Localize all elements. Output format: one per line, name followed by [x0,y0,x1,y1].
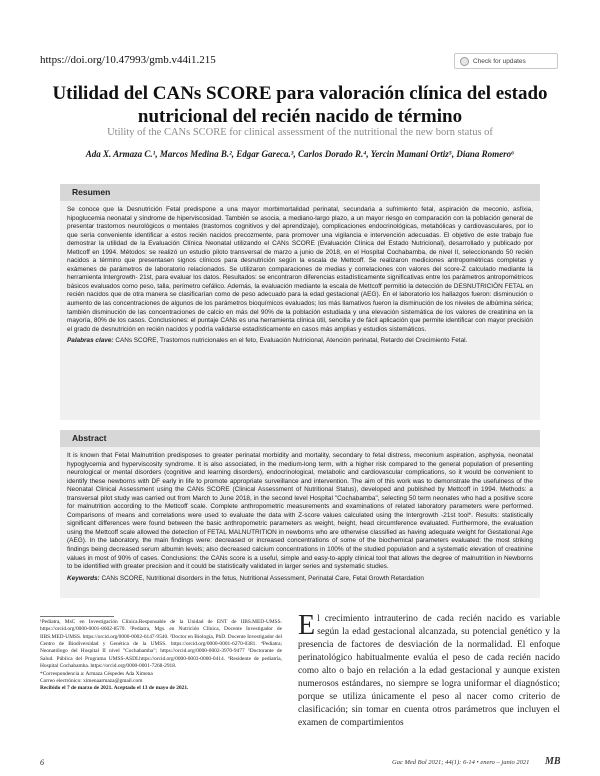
check-updates-badge[interactable] [454,53,558,69]
footnote-separator [40,616,114,617]
journal-logo: MB [545,756,561,767]
footnote-dates: Recibido el 7 de marzo de 2021. Aceptado el 13 de mayo de 2021. [40,685,189,692]
article-subtitle: Utility of the CANs SCORE for clinical assessment of the nutritional the new born status of [107,127,493,138]
resumen-keywords [60,334,540,345]
check-updates-label: Check for updates [473,57,526,65]
article-title: Utilidad del CANs SCORE para valoración clínica del estado nutricional del recién nacido de término [52,83,548,127]
doi-link[interactable]: https://doi.org/10.47993/gmb.v44i1.215 [40,54,216,66]
author-list: Ada X. Armaza C.¹, Marcos Medina B.², Edgar Gareca.³, Carlos Dorado R.⁴, Yercin Mamani Ortiz⁵, Diana Romero⁶ [85,149,515,159]
check-updates-icon [460,57,469,66]
abstract-heading: Abstract [60,430,540,447]
resumen-box [60,184,540,420]
abstract-keywords-text: CANs SCORE, Nutritional disorders in the fetus, Nutritional Assessment, Perinatal Care, Fetal Growth Retardation [101,574,424,582]
intro-text: l crecimiento intrauterino de cada recién nacido es variable según la edad gestacional alcanzada, su potencial genético y la presencia de factores de desviación de la normalidad. El enfoque perinatológico habitualmente evalúa el peso de cada recién nacido como alto o bajo en relación a la edad gestacional y aunque existen numerosos estándares, no siempre se logra uniformar el diagnóstico; porque se utiliza únicamente el peso al nacer como criterio de clasificación; sin tomar en cuenta otros parámetros que incluyen el examen de compartimientos [298,614,560,728]
intro-paragraph [298,610,560,730]
footnote-correspondence: *Correspondencia a: Armaza Céspedes Ada Ximena [40,670,153,677]
footnotes [40,616,282,693]
journal-citation: Gac Med Bol 2021; 44(1): 6-14 • enero – junio 2021 [392,759,530,766]
resumen-text: Se conoce que la Desnutrición Fetal predispone a una mayor morbimortalidad perinatal, secundaria a sufrimiento fetal, aspiración de meconio, asfixia, hipoglucemia neonatal y síndrome de hiperviscosidad. También se asocia, a mediano-largo plazo, a un mayor riesgo en comparación con la población general de presentar trastornos neurológicos o mentales (trastornos cognitivos y del aprendizaje), complicaciones endocrinológicas, metabólicas y cardiovasculares, por lo que sería conveniente identificar a estos recién nacidos precozmente, para promover una vigilancia e intervención adecuadas. El objetivo de este trabajo fue demostrar la utilidad de la Evaluación Clínica Neonatal utilizando el CANs SCORE (Evaluación Clínica del Estado Nutricional), desarrollado y publicado por Mettcoff en 1994. Métodos: se realizó un estudio piloto transversal de marzo a junio de 2018, en el Hospital Cochabamba, de nivel II, seleccionando 50 recién nacidos a término que presentasen signos clínicos para desnutrición según la escala de Mettcoff. Se realizaron mediciones antropométricas completas y exámenes de parámetros de laboratorio relacionados. Se utilizaron comparaciones de medias y correlaciones con valores del score-Z calculado mediante la herramienta Intergrowth- 21st, para evaluar los datos. Resultados: se encontraron diferencias estadísticamente significativas entre los parámetros antropométricos básicos evaluados como peso, talla, perímetro cefálico. Además, la evaluación mediante la escala de Mettcoff permitió la detección de DESNUTRICIÓN FETAL en recién nacidos que de otra manera se clasificarían como de peso adecuado para la edad gestacional (AEG). En el laboratorio los hallazgos fueron: disminución o aumento de las concentraciones de algunos de los parámetros bioquímicos evaluados; los más llamativos fueron la disminución de los niveles de albúmina sérica; también disminución de las concentraciones de calcio en más del 90% de la población estudiada y una elevación sistemática de los valores de creatinina en la mayoría, 80% de los casos. Conclusiones: el puntaje CANs es una herramienta clínica útil, sencilla y de fácil aplicación que permite identificar con mayor precisión el grado de desnutrición en recién nacidos y podría validarse estadísticamente en casos más amplias y estudios sistemáticos. [67,206,533,333]
resumen-keywords-text: CANs SCORE, Trastornos nutricionales en el feto, Evaluación Nutricional, Atención perinatal, Retardo del Crecimiento Fetal. [115,337,468,345]
page-number: 6 [40,758,44,767]
abstract-keywords-label: Keywords: [67,574,100,582]
page-footer [40,756,560,768]
abstract-text: It is known that Fetal Malnutrition predisposes to greater perinatal morbidity and mortality, secondary to fetal distress, meconium aspiration, asphyxia, neonatal hypoglycemia and hyperviscosity syndrome. It is also associated, in the medium-long term, with a higher risk compared to the general population of presenting neurological or mental disorders (cognitive and learning disorders), endocrinological, metabolic and cardiovascular complications, so it would be convenient to identify these newborns with DF early in life to promote appropriate surveillance and intervention. The aim of this work was to demonstrate the usefulness of the Neonatal Clinical Assessment using the CANs SCORE (Clinical Assessment of Nutritional Status), developed and published by Mettcoff in 1994. Methods: a transversal pilot study was carried out from March to June 2018, in the second level Hospital "Cochabamba", selecting 50 term neonates who had a positive score for malnutrition according to the Mettcoff scale. Complete anthropometric measurements and examinations of related laboratory parameters were performed. Comparisons of means and correlations were used to evaluate the data with Z-score values calculated using the Intergrowth -21st tool*. Results: statistically significant differences were found between the basic anthropometric parameters as weight, height, head circumference evaluated. Furthermore, the evaluation using the Mettcoff scale allowed the detection of FETAL MALNUTRITION in newborns who are otherwise classified as having adequate weight for Gestational Age (AEG). In the laboratory, the main findings were: decreased or increased concentrations of some of the biochemical parameters evaluated: the most striking findings being decreased serum albumin levels; also decreased calcium concentrations in 100% of the studied population and a systematic elevation of creatinine values in most of 90% of cases. Conclusions: the CANs score is a useful, simple and easy-to-apply clinical tool that allows the degree of malnutrition in Newborns to be identified with greater precision and it could be statistically validated in larger series and systematic studies. [67,452,533,571]
abstract-box [60,430,540,598]
drop-cap: E [298,610,316,641]
footnote-email[interactable]: Correo electrónico: ximenaarmaza@gmail.com [40,678,143,685]
resumen-keywords-label: Palabras clave: [67,337,114,345]
footnote-affiliations: ¹Pediatra, MsC en Investigación Clínica.Responsable de la Unidad de ENT de IIBS.MED-UMSS. https://orcid.org/0000-0001-8602-8570. ²Pediatra, Mgs. en Nutrición Clínica, Docente Investigador de IIBS.MED-UMSS. https://orcid.org/0000-0002-6147-9540. ³Doctor en Biología, PhD. Docente Investigador del Centro de Biodiversidad y Genética de la UMSS. https://orcid.org/0000-0001-6270-0381. ⁴Pediatra; Neonatólogo del Hospital II nivel "Cochabamba"; https://orcid.org/0000-0002-3970-9477 ⁵Doctorante de Salud. Pública del Programa UMSS-ASDI.https://orcid.org/0000-0003-0000-0414. ⁶Residente de pediatría, Hospital Cochabamba. https://orcid.org/0000-0001-7268-2918. [40,618,282,670]
abstract-keywords [60,572,540,583]
resumen-heading: Resumen [60,184,540,201]
